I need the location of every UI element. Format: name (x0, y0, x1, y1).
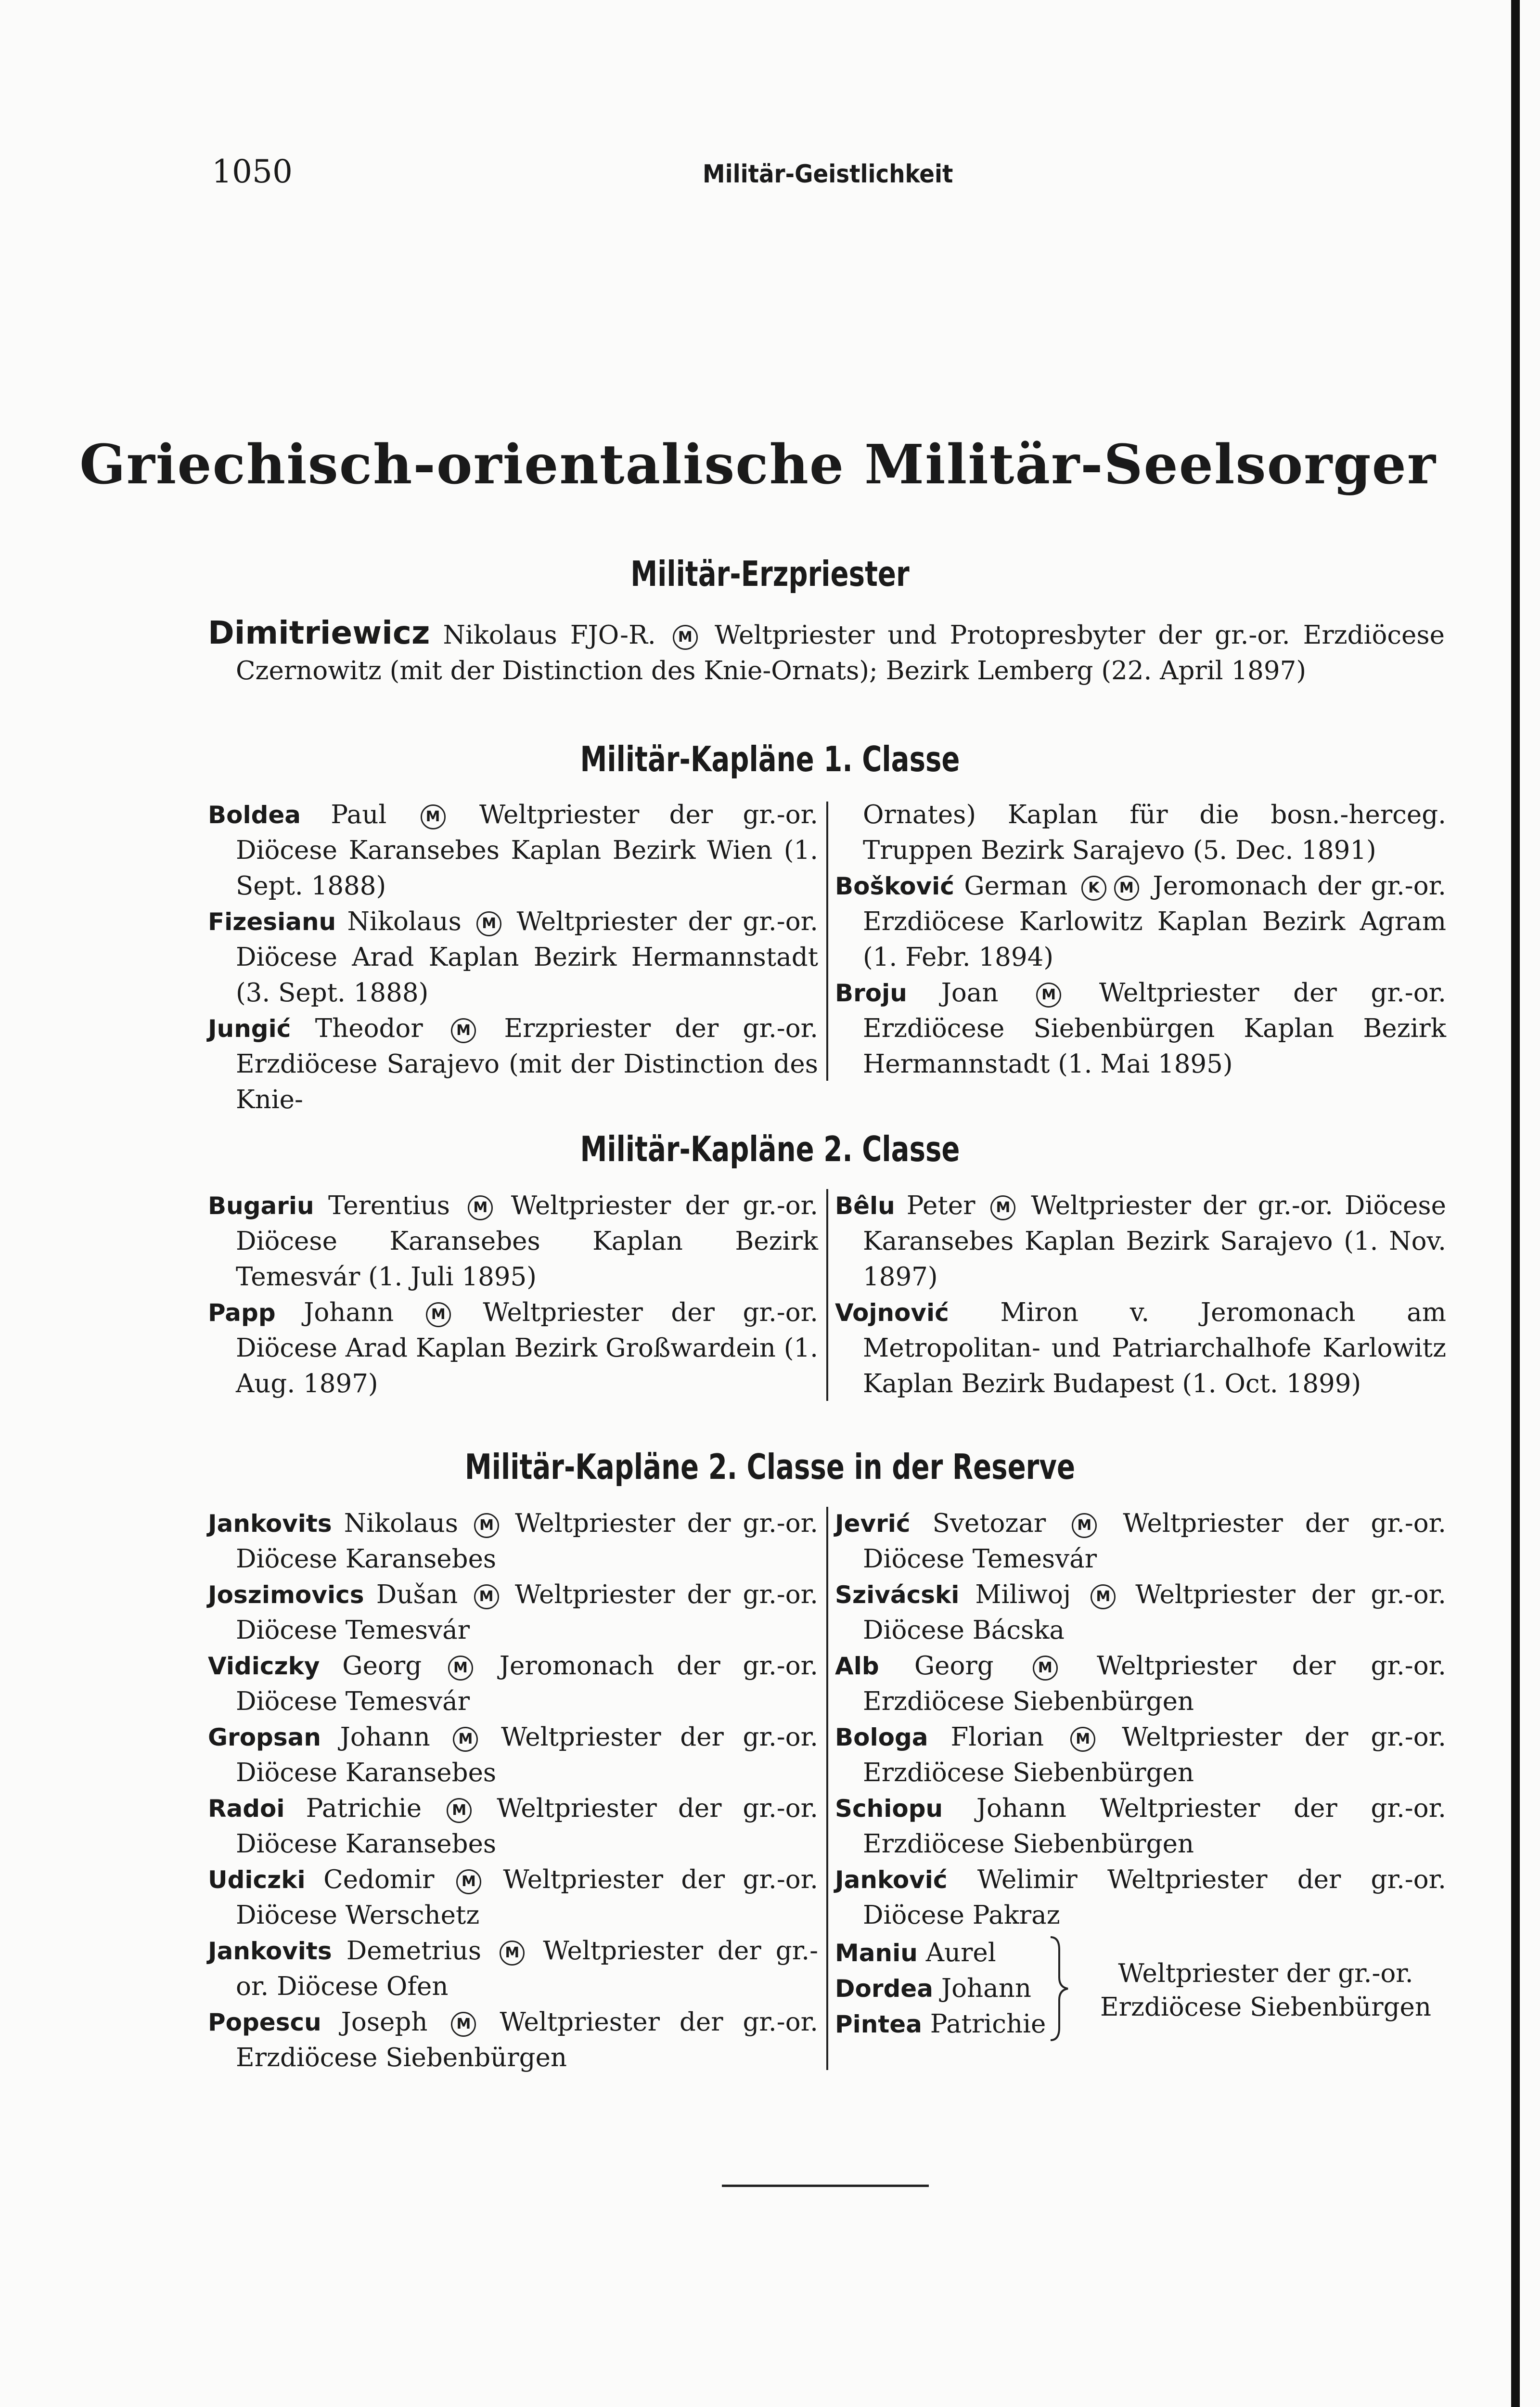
entry-name: Boldea (208, 801, 301, 829)
m-badge-icon: M (1070, 1727, 1095, 1752)
column-divider (826, 1507, 828, 2070)
entry-given: Demetrius (346, 1936, 482, 1966)
group-description: Weltpriester der gr.-or. Erzdiöcese Siebenbürgen (1100, 1959, 1432, 2022)
list-item (835, 1862, 1446, 1933)
column-divider (826, 802, 828, 1081)
entry-name: Alb (835, 1652, 879, 1680)
list-item (208, 2005, 818, 2076)
list-item (835, 1971, 1056, 2006)
entry-name: Bugariu (208, 1192, 314, 1220)
entry-desc: Jeromonach der gr.-or. Erzdiöcese Karlowitz Kaplan Bezirk Agram (1. Febr. 1894) (863, 871, 1446, 972)
list-item (835, 1791, 1446, 1862)
entry-given: Nikolaus (344, 1509, 458, 1538)
entry-desc: Welimir Weltpriester der gr.-or. Diöcese Pakraz (863, 1865, 1446, 1930)
entry-desc: Weltpriester der gr.-or. Diöcese Karansebes (236, 1794, 818, 1859)
entry-name: Joszimovics (208, 1581, 364, 1609)
entry-desc: Weltpriester der gr.-or. Diöcese Bácska (863, 1580, 1446, 1645)
reserve-left-column (208, 1506, 818, 2076)
entry-desc: Weltpriester und Protopresbyter der gr.-or. Erzdiöcese Czernowitz (mit der Distinction des Knie-Ornats); Bezirk Lemberg (22. April 1897) (236, 621, 1445, 686)
list-item (835, 1577, 1446, 1648)
m-badge-icon: M (453, 1727, 478, 1752)
entry-name: Jankovits (208, 1937, 332, 1965)
list-item (208, 1577, 818, 1648)
entry-name: Popescu (208, 2008, 321, 2036)
entry-desc: Weltpriester der gr.-or. Diöcese Karansebes (236, 1509, 818, 1574)
entry-name: Dordea (835, 1975, 933, 2003)
m-badge-icon: M (447, 1798, 472, 1823)
list-item (208, 1720, 818, 1791)
section-heading-erzpriester: Militär-Erzpriester (630, 554, 910, 594)
page-title: Griechisch-orientalische Militär-Seelsorger (79, 433, 1437, 496)
entry-given: Aurel (925, 1938, 996, 1967)
entry-desc: Weltpriester der gr.-or. Diöcese Karansebes Kaplan Bezirk Wien (1. Sept. 1888) (236, 800, 818, 901)
entry-desc: Weltpriester der gr.-or. Diöcese Temesvár (863, 1509, 1446, 1574)
entry-desc: Weltpriester der gr.-or. Erzdiöcese Siebenbürgen (863, 1651, 1446, 1716)
m-badge-icon: M (474, 1513, 499, 1538)
list-item (208, 1791, 818, 1862)
entry-name: Jevrić (835, 1510, 911, 1538)
m-badge-icon: M (426, 1302, 451, 1327)
entry-name: Jungić (208, 1015, 291, 1043)
entry-name: Bêlu (835, 1192, 895, 1220)
entry-name: Vojnović (835, 1299, 949, 1327)
curly-brace-icon (1047, 1935, 1071, 2042)
list-item (208, 1295, 818, 1402)
kaplaene2-right-column (835, 1188, 1446, 1402)
page-header (212, 153, 1453, 192)
m-badge-icon: M (451, 1018, 476, 1043)
list-item (208, 797, 818, 904)
list-item (208, 1648, 818, 1720)
group-names (835, 1935, 1056, 2042)
list-item (835, 975, 1446, 1082)
entry-name: Maniu (835, 1939, 918, 1967)
entry-desc: Weltpriester der gr.-or. Diöcese Karansebes Kaplan Bezirk Temesvár (1. Juli 1895) (236, 1191, 818, 1292)
entry-desc: Jeromonach der gr.-or. Diöcese Temesvár (236, 1651, 818, 1716)
entry-name: Bologa (835, 1723, 928, 1751)
entry-name: Janković (835, 1866, 948, 1894)
m-badge-icon: M (990, 1195, 1015, 1220)
list-item (835, 1295, 1446, 1402)
entry-name: Szivácski (835, 1581, 960, 1609)
entry-name: Bošković (835, 872, 954, 900)
entry-given: German (964, 871, 1068, 901)
list-item (208, 1188, 818, 1295)
entry-desc: Weltpriester der gr.-or. Diöcese Temesvár (236, 1580, 818, 1645)
section-heading-reserve: Militär-Kapläne 2. Classe in der Reserve (464, 1447, 1076, 1487)
entry-given: Miron v. (1000, 1298, 1150, 1327)
entry-given: Joseph (341, 2007, 428, 2037)
m-badge-icon: M (474, 1584, 499, 1609)
entry-name: Radoi (208, 1795, 285, 1823)
m-badge-icon: M (456, 1869, 481, 1894)
reserve-right-column (835, 1506, 1446, 1933)
entry-name: Papp (208, 1299, 276, 1327)
entry-given: Patrichie (306, 1794, 422, 1823)
m-badge-icon: M (448, 1656, 473, 1681)
entry-given: Georg (914, 1651, 994, 1681)
entry-given: Theodor (315, 1014, 423, 1043)
entry-erzpriester (208, 615, 1445, 689)
entry-desc: Weltpriester der gr.-or. Diöcese Arad Kaplan Bezirk Großwardein (1. Aug. 1897) (236, 1298, 818, 1398)
section-heading-kaplaene-1: Militär-Kapläne 1. Classe (580, 739, 960, 779)
m-badge-icon: M (1114, 876, 1139, 901)
continued-entry: Ornates) Kaplan für die bosn.-herceg. Truppen Bezirk Sarajevo (5. Dec. 1891) (863, 800, 1446, 865)
m-badge-icon: M (451, 2012, 476, 2037)
entry-desc: Weltpriester der gr.-or. Diöcese Karansebes Kaplan Bezirk Sarajevo (1. Nov. 1897) (863, 1191, 1446, 1292)
entry-given: Joan (941, 978, 999, 1008)
list-item (835, 1188, 1446, 1295)
entry-desc: Jeromonach am Metropolitan- und Patriarchalhofe Karlowitz Kaplan Bezirk Budapest (1. Oct. 1899) (863, 1298, 1446, 1398)
entry-desc: Weltpriester der gr.-or. Erzdiöcese Siebenbürgen (863, 1722, 1446, 1787)
entry-given: Johann (304, 1298, 394, 1327)
list-item (208, 904, 818, 1011)
entry-given: Svetozar (932, 1509, 1046, 1538)
entry-desc: Johann Weltpriester der gr.-or. Erzdiöcese Siebenbürgen (863, 1794, 1446, 1859)
k-badge-icon: K (1081, 876, 1106, 901)
entry-name: Pintea (835, 2010, 922, 2038)
entry-name: Broju (835, 979, 907, 1007)
grouped-entries (835, 1935, 1456, 2051)
entry-given: Nikolaus FJO-R. (443, 621, 656, 650)
m-badge-icon: M (500, 1941, 525, 1966)
list-item (208, 1506, 818, 1577)
list-item (835, 1720, 1446, 1791)
entry-given: Patrichie (930, 2009, 1046, 2039)
entry-given: Georg (342, 1651, 422, 1681)
kaplaene1-right-column (835, 797, 1446, 1082)
page-number: 1050 (212, 153, 293, 190)
m-badge-icon: M (1033, 1656, 1058, 1681)
m-badge-icon: M (421, 804, 446, 829)
entry-name: Schiopu (835, 1795, 943, 1823)
entry-desc: Weltpriester der gr.-or. Diöcese Arad Kaplan Bezirk Hermannstadt (3. Sept. 1888) (236, 907, 818, 1008)
entry-given: Cedomir (323, 1865, 435, 1894)
column-divider (826, 1189, 828, 1401)
entry-desc: Weltpriester der gr.-or. Erzdiöcese Siebenbürgen Kaplan Bezirk Hermannstadt (1. Mai 1895) (863, 978, 1446, 1079)
entry-name: Gropsan (208, 1723, 321, 1751)
scan-border-right (1511, 0, 1520, 2407)
m-badge-icon: M (468, 1195, 493, 1220)
entry-desc: Erzpriester der gr.-or. Erzdiöcese Sarajevo (mit der Distinction des Knie- (236, 1014, 818, 1114)
entry-name: Vidiczky (208, 1652, 320, 1680)
list-item (208, 1011, 818, 1118)
entry-given: Johann (941, 1974, 1031, 2003)
m-badge-icon: M (476, 911, 501, 936)
entry-given: Dušan (376, 1580, 458, 1609)
list-item (835, 1506, 1446, 1577)
entry-desc: Weltpriester der gr.-or. Diöcese Ofen (236, 1936, 818, 2001)
section-heading-kaplaene-2: Militär-Kapläne 2. Classe (580, 1129, 960, 1169)
list-item (835, 1648, 1446, 1720)
entry-given: Nikolaus (347, 907, 462, 936)
m-badge-icon: M (1072, 1513, 1097, 1538)
list-item (835, 868, 1446, 975)
running-head: Militär-Geistlichkeit (703, 160, 953, 189)
m-badge-icon: M (1091, 1584, 1116, 1609)
kaplaene1-left-column (208, 797, 818, 1118)
kaplaene2-left-column (208, 1188, 818, 1402)
list-item (835, 1935, 1056, 1971)
list-item (208, 1933, 818, 2005)
entry-given: Florian (950, 1722, 1044, 1752)
entry-given: Terentius (328, 1191, 450, 1220)
entry-given: Paul (331, 800, 387, 829)
entry-desc: Weltpriester der gr.-or. Diöcese Werschetz (236, 1865, 818, 1930)
entry-name: Udiczki (208, 1866, 306, 1894)
entry-name: Jankovits (208, 1510, 332, 1538)
list-item (835, 2006, 1056, 2042)
end-rule (722, 2185, 929, 2187)
m-badge-icon: M (1036, 983, 1061, 1008)
entry-desc: Weltpriester der gr.-or. Diöcese Karansebes (236, 1722, 818, 1787)
list-item (208, 1862, 818, 1933)
entry-given: Miliwoj (975, 1580, 1071, 1609)
entry-given: Johann (340, 1722, 430, 1752)
entry-name: Dimitriewicz (208, 614, 430, 651)
m-badge-icon: M (673, 625, 698, 650)
entry-name: Fizesianu (208, 908, 336, 936)
entry-desc: Weltpriester der gr.-or. Erzdiöcese Siebenbürgen (236, 2007, 818, 2072)
entry-given: Peter (906, 1191, 975, 1220)
